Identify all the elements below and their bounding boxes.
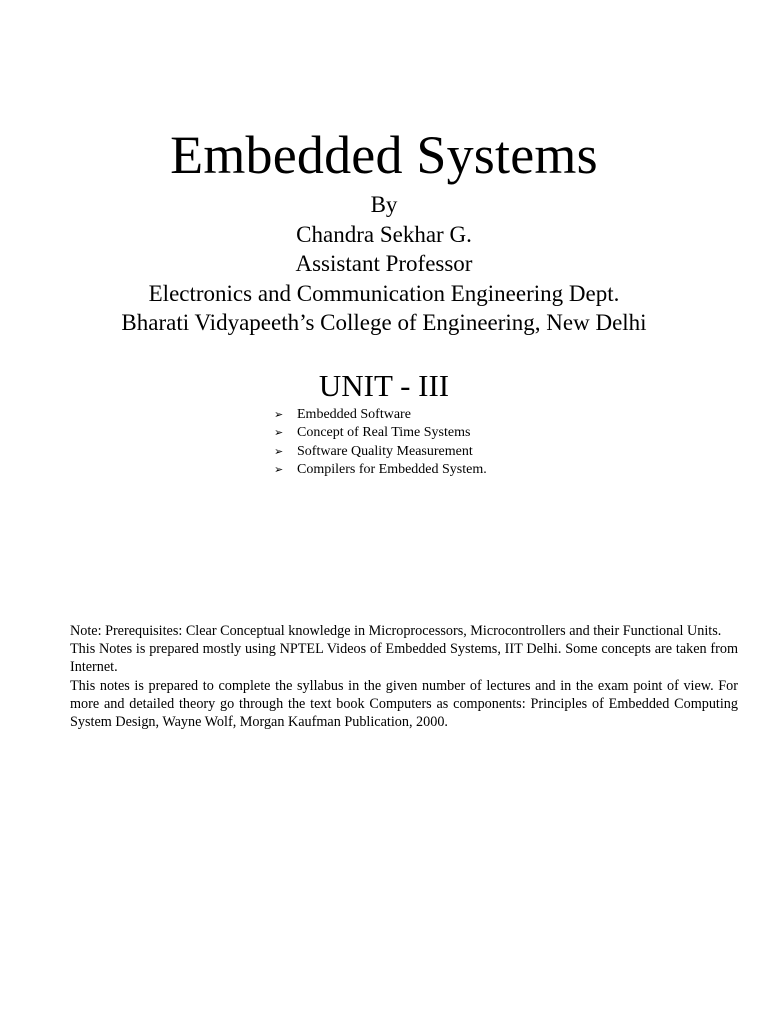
topic-item xyxy=(274,461,487,479)
author-block xyxy=(0,190,768,338)
arrowhead-bullet-icon: ➢ xyxy=(274,426,284,440)
author-designation: Assistant Professor xyxy=(295,251,473,276)
arrowhead-bullet-icon: ➢ xyxy=(274,408,284,421)
unit-title: UNIT - III xyxy=(318,368,450,403)
document-title: Embedded Systems xyxy=(170,125,598,185)
topic-label: Embedded Software xyxy=(297,407,411,422)
arrowhead-bullet-icon: ➢ xyxy=(274,462,284,476)
author-name: Chandra Sekhar G. xyxy=(296,221,472,247)
note-sources: This Notes is prepared mostly using NPTEL Videos of Embedded Systems, IIT Delhi. Some concepts are taken from Internet. xyxy=(70,641,738,676)
topic-label: Concept of Real Time Systems xyxy=(297,425,471,441)
note-prerequisites: Note: Prerequisites: Clear Conceptual knowledge in Microprocessors, Microcontrollers and their Functional Units. xyxy=(70,623,722,639)
note-syllabus-reference: This notes is prepared to complete the syllabus in the given number of lectures and in the exam point of view. For more and detailed theory go through the text book Computers as components: Principles of Embedded Computing System Design, Wayne Wolf, Morgan Kaufman Publication, 2000. xyxy=(70,677,738,731)
topic-item xyxy=(274,424,487,442)
topic-label: Software Quality Measurement xyxy=(297,443,473,459)
author-college: Bharati Vidyapeeth’s College of Engineering, New Delhi xyxy=(121,310,647,335)
unit-topic-list xyxy=(274,406,487,479)
byline: By xyxy=(370,192,398,217)
topic-item xyxy=(274,406,487,424)
author-department: Electronics and Communication Engineering Dept. xyxy=(148,280,620,306)
topic-item xyxy=(274,443,487,461)
notes-section xyxy=(70,622,738,731)
topic-label: Compilers for Embedded System. xyxy=(297,461,487,477)
arrowhead-bullet-icon: ➢ xyxy=(274,444,284,458)
